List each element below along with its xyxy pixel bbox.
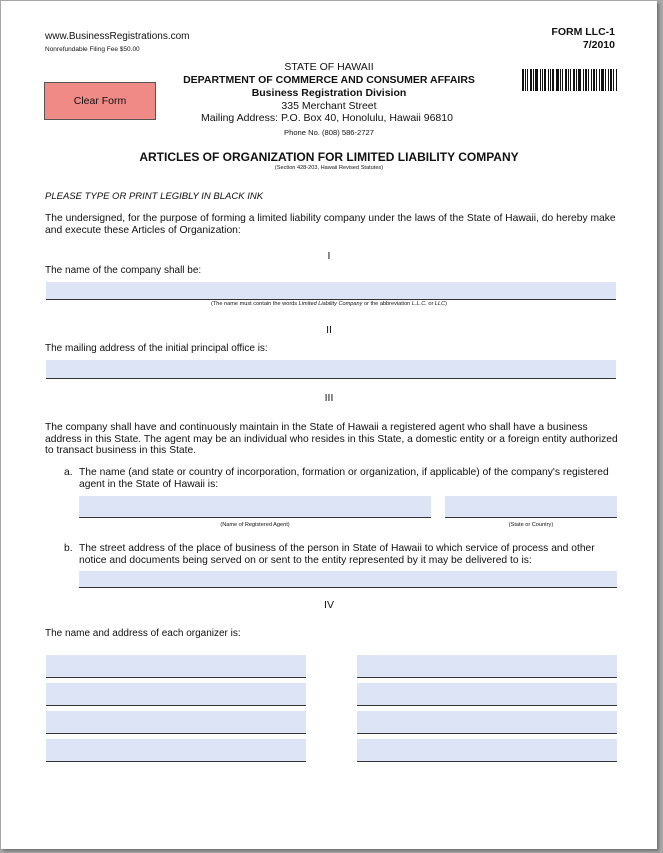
section-iv-label: The name and address of each organizer is: <box>45 628 241 639</box>
section-iii-numeral: III <box>324 392 334 404</box>
mailing-address: Mailing Address: P.O. Box 40, Honolulu, Hawaii 96810 <box>201 112 453 124</box>
department-name: DEPARTMENT OF COMMERCE AND CONSUMER AFFAIRS <box>183 74 475 86</box>
organizer-left-line-4[interactable] <box>46 739 306 762</box>
item-a-text: The name (and state or country of incorporation, formation or organization, if applicable) of the company's registered agent in the State of Hawaii is: <box>79 467 609 490</box>
section-i-numeral: I <box>327 250 331 262</box>
form-page <box>1 1 657 849</box>
organizer-right-line-2[interactable] <box>357 683 617 706</box>
agent-state-caption: (State or Country) <box>508 522 554 528</box>
form-title: ARTICLES OF ORGANIZATION FOR LIMITED LIABILITY COMPANY <box>139 150 519 164</box>
form-statute: (Section 428-203, Hawaii Revised Statutes) <box>274 165 384 171</box>
organizer-right-line-3[interactable] <box>357 711 617 734</box>
item-b-marker: b. <box>64 543 73 554</box>
filing-fee: Nonrefundable Filing Fee $50.00 <box>45 46 140 53</box>
form-date: 7/2010 <box>582 39 615 51</box>
item-a-marker: a. <box>64 467 73 478</box>
section-iii-paragraph: The company shall have and continuously maintain in the State of Hawaii a registered agent who shall have a business address in this State. The agent may be an individual who resides in this State, a domestic entity or a foreign entity authorized to transact business in this State. <box>45 422 618 457</box>
street-address: 335 Merchant Street <box>281 100 377 112</box>
division-name: Business Registration Division <box>251 87 407 99</box>
intro-paragraph: The undersigned, for the purpose of forming a limited liability company under the laws of the State of Hawaii, do hereby make and execute these Articles of Organization: <box>45 213 616 236</box>
organizer-left-line-2[interactable] <box>46 683 306 706</box>
section-iv-numeral: IV <box>324 599 334 611</box>
agent-state-country-field[interactable] <box>445 496 617 518</box>
state-name: STATE OF HAWAII <box>284 61 374 73</box>
section-ii-label: The mailing address of the initial principal office is: <box>45 343 268 354</box>
form-id: FORM LLC-1 <box>551 26 615 38</box>
website-url: www.BusinessRegistrations.com <box>45 31 190 42</box>
instructions: PLEASE TYPE OR PRINT LEGIBLY IN BLACK INK <box>45 191 264 202</box>
company-name-note: (The name must contain the words Limited Liability Company or the abbreviation L.L.C. or LLC) <box>210 301 448 307</box>
agent-name-caption: (Name of Registered Agent) <box>220 522 290 528</box>
item-b-text: The street address of the place of business of the person in State of Hawaii to which service of process and other notice and documents being served on or sent to the entity represented by it may be delivered to is: <box>79 543 595 566</box>
company-name-field[interactable] <box>46 282 616 300</box>
agent-street-address-field[interactable] <box>79 571 617 588</box>
registered-agent-name-field[interactable] <box>79 496 431 518</box>
mailing-address-field[interactable] <box>46 360 616 379</box>
organizer-right-line-4[interactable] <box>357 739 617 762</box>
organizer-left-line-1[interactable] <box>46 655 306 678</box>
organizer-left-line-3[interactable] <box>46 711 306 734</box>
section-ii-numeral: II <box>326 324 332 336</box>
phone-number: Phone No. (808) 586-2727 <box>284 128 374 137</box>
clear-form-button[interactable]: Clear Form <box>44 82 156 120</box>
organizer-right-line-1[interactable] <box>357 655 617 678</box>
section-i-label: The name of the company shall be: <box>45 265 202 276</box>
